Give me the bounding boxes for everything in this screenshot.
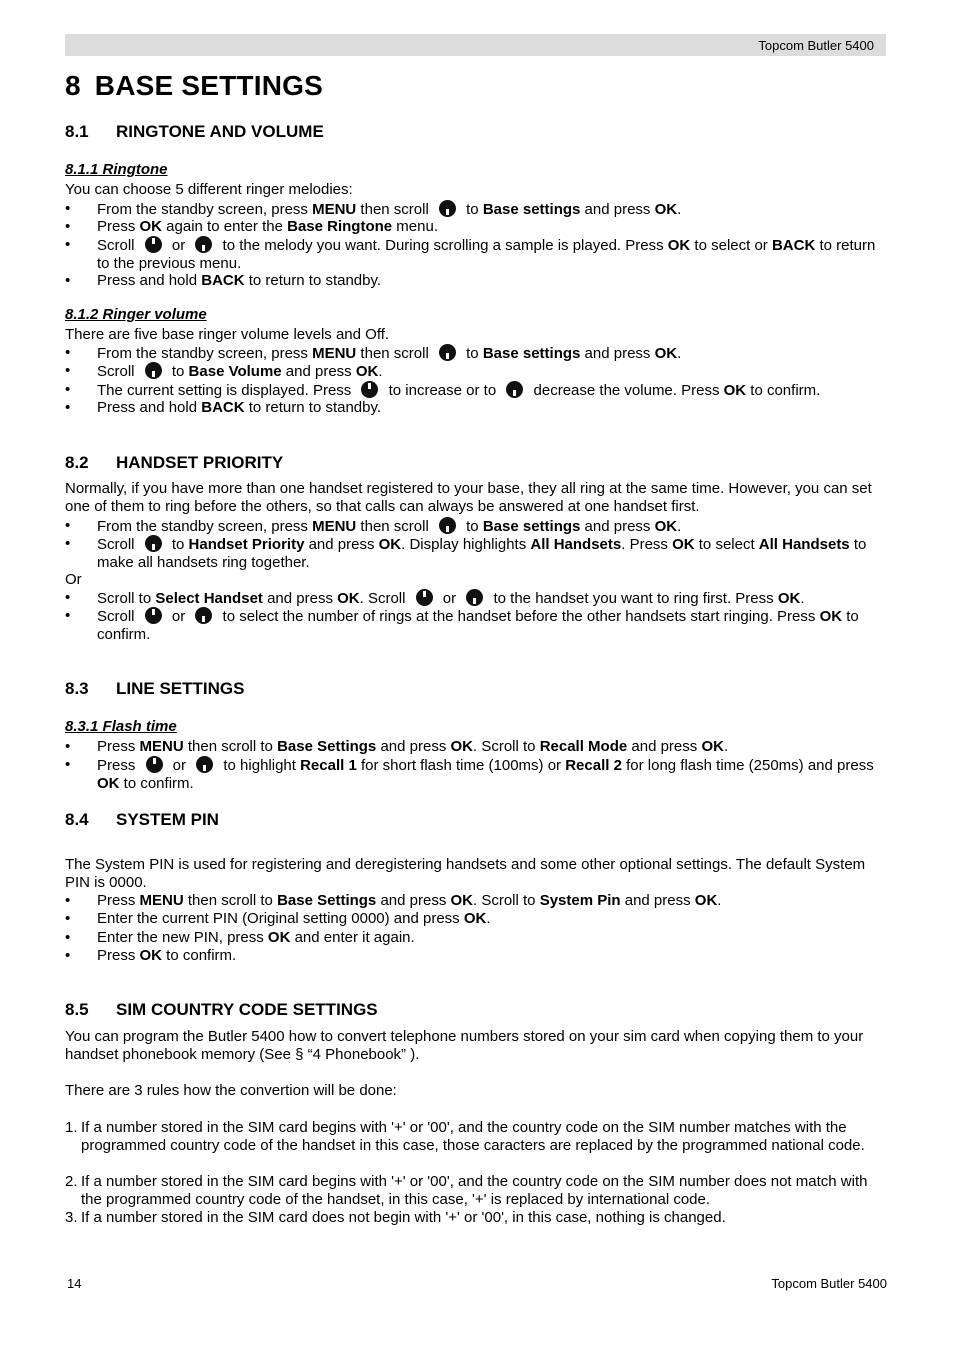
numbered-rule: 3. If a number stored in the SIM card does not begin with '+' or '00', in this case, nothing is changed. — [65, 1209, 726, 1226]
down-key-icon — [506, 381, 523, 398]
list-item: • Press and hold BACK to return to standby. — [65, 272, 382, 289]
list-item: • Scroll to Base Volume and press OK. — [65, 362, 383, 380]
list-item: • Enter the current PIN (Original setting 0000) and press OK. — [65, 910, 491, 927]
bullet: • — [65, 517, 71, 534]
list-item: • Press OK again to enter the Base Ringtone menu. — [65, 218, 438, 235]
bullet: • — [65, 756, 71, 773]
section-title: LINE SETTINGS — [116, 679, 245, 698]
list-item: • The current setting is displayed. Press to increase or to decrease the volume. Press OK to confirm. — [65, 381, 821, 399]
list-item: • Scroll to Handset Priority and press OK. Display highlights All Handsets. Press OK to select All Handsets to make all handsets ring together. — [65, 535, 867, 571]
bullet: • — [65, 738, 71, 755]
scroll-key-icon — [145, 362, 162, 379]
handset-priority-intro: Normally, if you have more than one handset registered to your base, they all ring at the same time. However, you can set one of them to ring before the others, so that calls can always be answered at one handset first. — [65, 480, 872, 515]
section-title: SYSTEM PIN — [116, 810, 219, 829]
subsection-ringer-volume-heading: 8.1.2 Ringer volume — [65, 306, 207, 323]
section-title: SIM COUNTRY CODE SETTINGS — [116, 1000, 378, 1019]
bullet: • — [65, 200, 71, 217]
section-8-3-heading — [65, 679, 244, 699]
numbered-rule: 1. If a number stored in the SIM card begins with '+' or '00', and the country code on the SIM number matches with the programmed country code of the handset in this case, those caracters are replaced by the programmed national code. — [65, 1119, 865, 1154]
bullet: • — [65, 910, 71, 927]
down-key-icon — [195, 236, 212, 253]
header-brand: Topcom Butler 5400 — [758, 38, 874, 53]
list-item: • Scroll to Select Handset and press OK. Scroll or to the handset you want to ring first. Press OK. — [65, 589, 805, 607]
list-item: • Press or to highlight Recall 1 for short flash time (100ms) or Recall 2 for long flash time (250ms) and press OK to confirm. — [65, 756, 874, 792]
bullet: • — [65, 929, 71, 946]
bullet: • — [65, 362, 71, 379]
list-item: • From the standby screen, press MENU then scroll to Base settings and press OK. — [65, 200, 682, 218]
list-item: • Scroll or to select the number of rings at the handset before the other handsets start ringing. Press OK to confirm. — [65, 607, 859, 643]
section-title: RINGTONE AND VOLUME — [116, 122, 324, 141]
section-number: 8.1 — [65, 122, 89, 141]
up-key-icon — [145, 607, 162, 624]
bullet: • — [65, 344, 71, 361]
page-number: 14 — [67, 1276, 82, 1291]
list-item: • Press OK to confirm. — [65, 947, 237, 964]
list-item: • Press and hold BACK to return to standby. — [65, 399, 382, 416]
list-item: • From the standby screen, press MENU then scroll to Base settings and press OK. — [65, 344, 682, 362]
up-key-icon — [416, 589, 433, 606]
scroll-key-icon — [145, 535, 162, 552]
list-item: • Scroll or to the melody you want. During scrolling a sample is played. Press OK to select or BACK to return to the previous menu. — [65, 236, 876, 272]
section-8-5-heading — [65, 1000, 378, 1020]
section-8-4-heading — [65, 810, 219, 830]
down-key-icon — [196, 756, 213, 773]
bullet: • — [65, 399, 71, 416]
list-item: • Enter the new PIN, press OK and enter it again. — [65, 929, 415, 946]
rules-intro: There are 3 rules how the convertion will be done: — [65, 1082, 397, 1099]
bullet: • — [65, 272, 71, 289]
section-number: 8.2 — [65, 453, 89, 472]
bullet: • — [65, 892, 71, 909]
bullet: • — [65, 236, 71, 253]
bullet: • — [65, 381, 71, 398]
up-key-icon — [146, 756, 163, 773]
list-item: • Press MENU then scroll to Base Settings and press OK. Scroll to System Pin and press OK. — [65, 892, 722, 909]
bullet: • — [65, 607, 71, 624]
footer-brand: Topcom Butler 5400 — [771, 1276, 887, 1291]
scroll-key-icon — [439, 517, 456, 534]
section-number: 8.3 — [65, 679, 89, 698]
or-label: Or — [65, 571, 82, 588]
section-title: HANDSET PRIORITY — [116, 453, 284, 472]
up-key-icon — [145, 236, 162, 253]
up-key-icon — [361, 381, 378, 398]
scroll-key-icon — [439, 344, 456, 361]
list-item: • Press MENU then scroll to Base Settings and press OK. Scroll to Recall Mode and press OK. — [65, 738, 729, 755]
subsection-flash-time-heading: 8.3.1 Flash time — [65, 718, 177, 735]
bullet: • — [65, 589, 71, 606]
ringtone-intro: You can choose 5 different ringer melodies: — [65, 181, 353, 198]
chapter-title — [65, 70, 323, 102]
section-number: 8.5 — [65, 1000, 89, 1019]
numbered-rule: 2. If a number stored in the SIM card begins with '+' or '00', and the country code on the SIM number does not match with the programmed country code of the handset, in this case, '+' is replaced by international code. — [65, 1173, 868, 1208]
section-8-1-heading — [65, 122, 324, 142]
bullet: • — [65, 218, 71, 235]
list-item: • From the standby screen, press MENU then scroll to Base settings and press OK. — [65, 517, 682, 535]
section-8-2-heading — [65, 453, 283, 473]
sim-country-intro: You can program the Butler 5400 how to convert telephone numbers stored on your sim card when copying them to your handset phonebook memory (See § “4 Phonebook” ). — [65, 1028, 864, 1063]
bullet: • — [65, 535, 71, 552]
chapter-number: 8 — [65, 70, 81, 101]
scroll-key-icon — [439, 200, 456, 217]
bullet: • — [65, 947, 71, 964]
down-key-icon — [466, 589, 483, 606]
chapter-heading: BASE SETTINGS — [94, 70, 323, 101]
system-pin-intro: The System PIN is used for registering and deregistering handsets and some other optional settings. The default System PIN is 0000. — [65, 856, 866, 891]
subsection-ringtone-heading: 8.1.1 Ringtone — [65, 161, 168, 178]
section-number: 8.4 — [65, 810, 89, 829]
down-key-icon — [195, 607, 212, 624]
ringer-volume-intro: There are five base ringer volume levels and Off. — [65, 326, 390, 343]
header-bar — [65, 34, 886, 56]
